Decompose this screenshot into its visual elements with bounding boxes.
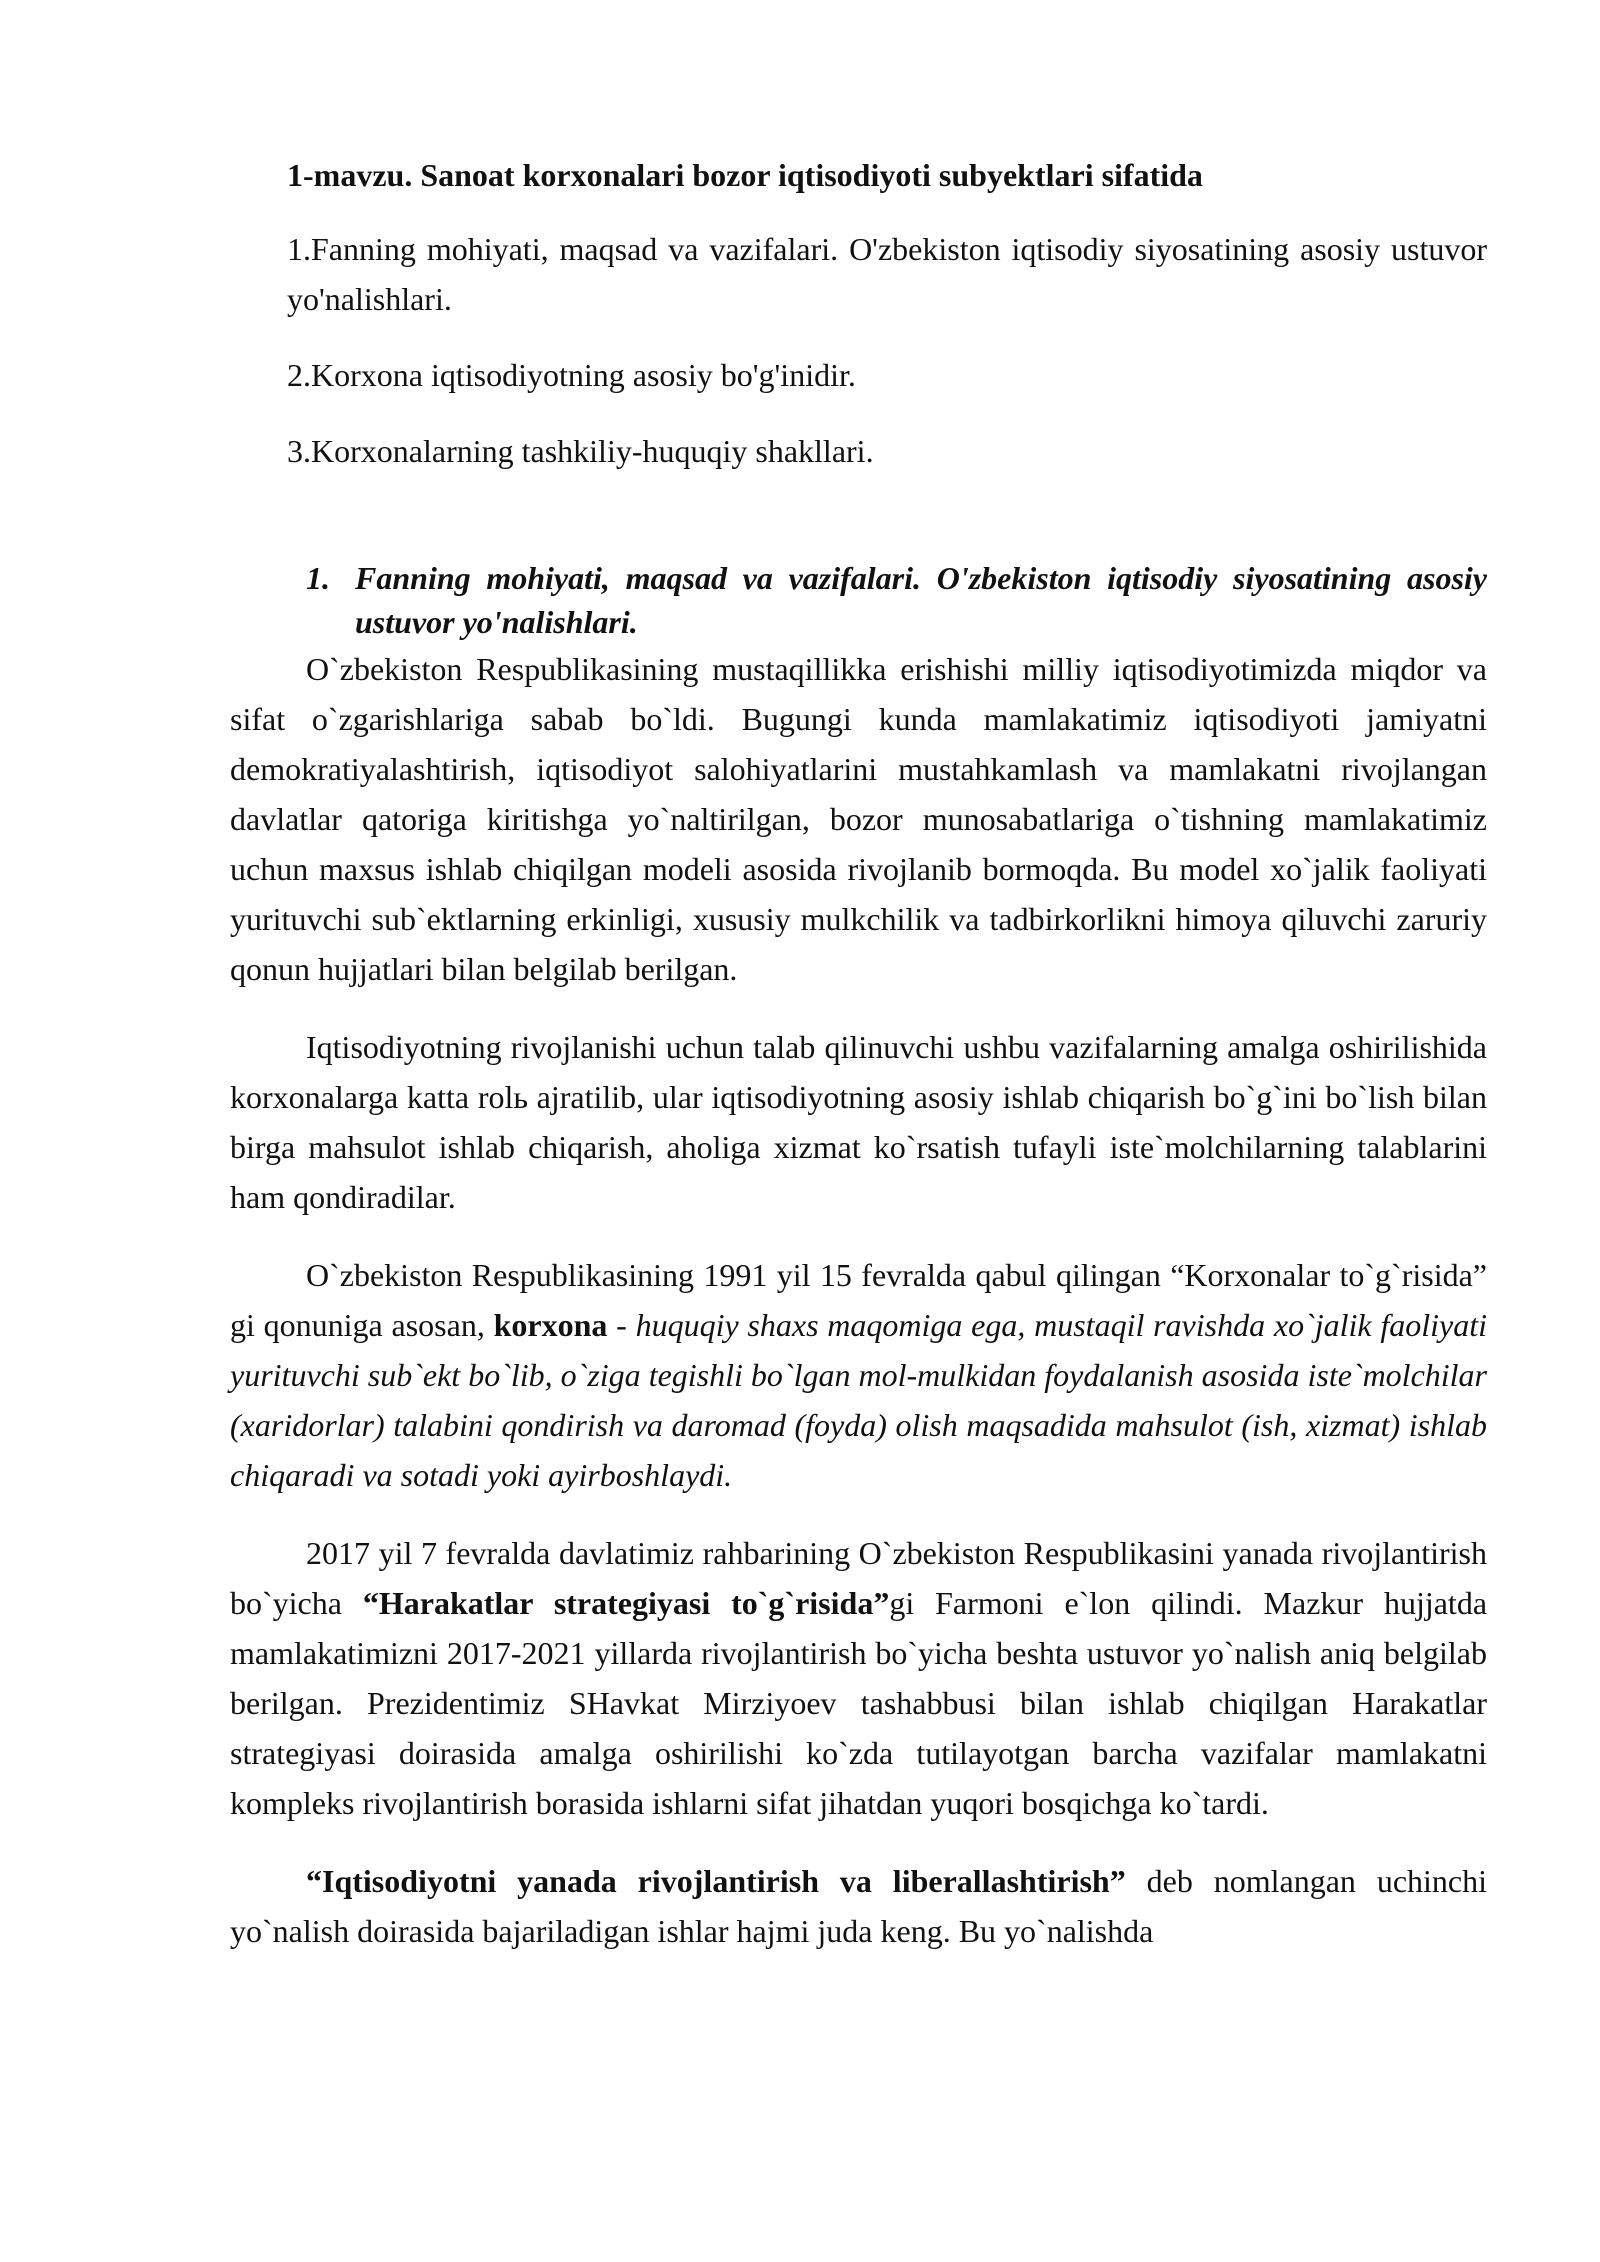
paragraph [230,1856,1487,1956]
outline-item: 1.Fanning mohiyati, maqsad va vazifalari. O'zbekiston iqtisodiy siyosatining asosiy ustuvor yo'nalishlari. [287,231,1487,317]
outline-item: 3.Korxonalarning tashkiliy-huquqiy shakllari. [287,433,874,469]
paragraph-text: deb nomlangan uchinchi yo`nalish doirasida bajariladigan ishlar hajmi juda keng. Bu yo`nalishda [230,1863,1488,1949]
paragraph [230,1250,1487,1500]
section-heading-text: Fanning mohiyati, maqsad va vazifalari. O'zbekiston iqtisodiy siyosatining asosiy ustuvor yo'nalishlari. [355,560,1487,640]
paragraph-text: O`zbekiston Respublikasining 1991 yil 15 fevralda qabul qilingan “Korxonalar to`g`risida” gi qonuniga asosan, [230,1257,1487,1343]
section-number: 1. [306,560,330,596]
term-definition: huquqiy shaxs maqomiga ega, mustaqil ravishda xo`jalik faoliyati yurituvchi sub`ekt bo`lib, o`ziga tegishli bo`lgan mol-mulkidan foydalanish asosida iste`molchilar (xaridorlar) talabini qondirish va daromad (foyda) olish maqsadida mahsulot (ish, xizmat) ishlab chiqaradi va sotadi yoki ayirboshlaydi. [230,1307,1488,1493]
topic-outline [287,224,1487,502]
section-heading [306,556,1487,644]
body-text [230,644,1487,1956]
paragraph: Iqtisodiyotning rivojlanishi uchun talab qilinuvchi ushbu vazifalarning amalga oshirilishida korxonalarga katta rolь ajratilib, ular iqtisodiyotning asosiy ishlab chiqarish bo`g`ini bo`lish bilan birga mahsulot ishlab chiqarish, aholiga xizmat ko`rsatish tufayli iste`molchilarning talablarini ham qondiradilar. [230,1029,1487,1215]
direction-title: “Iqtisodiyotni yanada rivojlantirish va liberallashtirish” [306,1863,1126,1899]
paragraph-text: 2017 yil 7 fevralda davlatimiz rahbarining O`zbekiston Respublikasini yanada rivojlantirish bo`yicha [230,1535,1487,1621]
outline-item: 2.Korxona iqtisodiyotning asosiy bo'g'inidir. [287,357,856,393]
topic-title: 1-mavzu. Sanoat korxonalari bozor iqtisodiyoti subyektlari sifatida [287,157,1203,193]
defined-term: korxona [493,1307,608,1343]
paragraph-text: gi Farmoni e`lon qilindi. Mazkur hujjatda mamlakatimizni 2017-2021 yillarda rivojlantirish bo`yicha beshta ustuvor yo`nalish aniq belgilab berilgan. Prezidentimiz SHavkat Mirziyoev tashabbusi bilan ishlab chiqilgan Harakatlar strategiyasi doirasida amalga oshirilishi ko`zda tutilayotgan barcha vazifalar mamlakatni kompleks rivojlantirish borasida ishlarni sifat jihatdan yuqori bosqichga ko`tardi. [230,1585,1488,1821]
paragraph [230,1528,1487,1828]
dash-separator: - [607,1307,636,1343]
paragraph: O`zbekiston Respublikasining mustaqillikka erishishi milliy iqtisodiyotimizda miqdor va sifat o`zgarishlariga sabab bo`ldi. Bugungi kunda mamlakatimiz iqtisodiyoti jamiyatni demokratiyalashtirish, iqtisodiyot salohiyatlarini mustahkamlash va mamlakatni rivojlangan davlatlar qatoriga kiritishga yo`naltirilgan, bozor munosabatlariga o`tishning mamlakatimiz uchun maxsus ishlab chiqilgan modeli asosida rivojlanib bormoqda. Bu model xo`jalik faoliyati yurituvchi sub`ektlarning erkinligi, xususiy mulkchilik va tadbirkorlikni himoya qiluvchi zaruriy qonun hujjatlari bilan belgilab berilgan. [230,651,1487,987]
strategy-title: “Harakatlar strategiyasi to`g`risida” [362,1585,890,1621]
